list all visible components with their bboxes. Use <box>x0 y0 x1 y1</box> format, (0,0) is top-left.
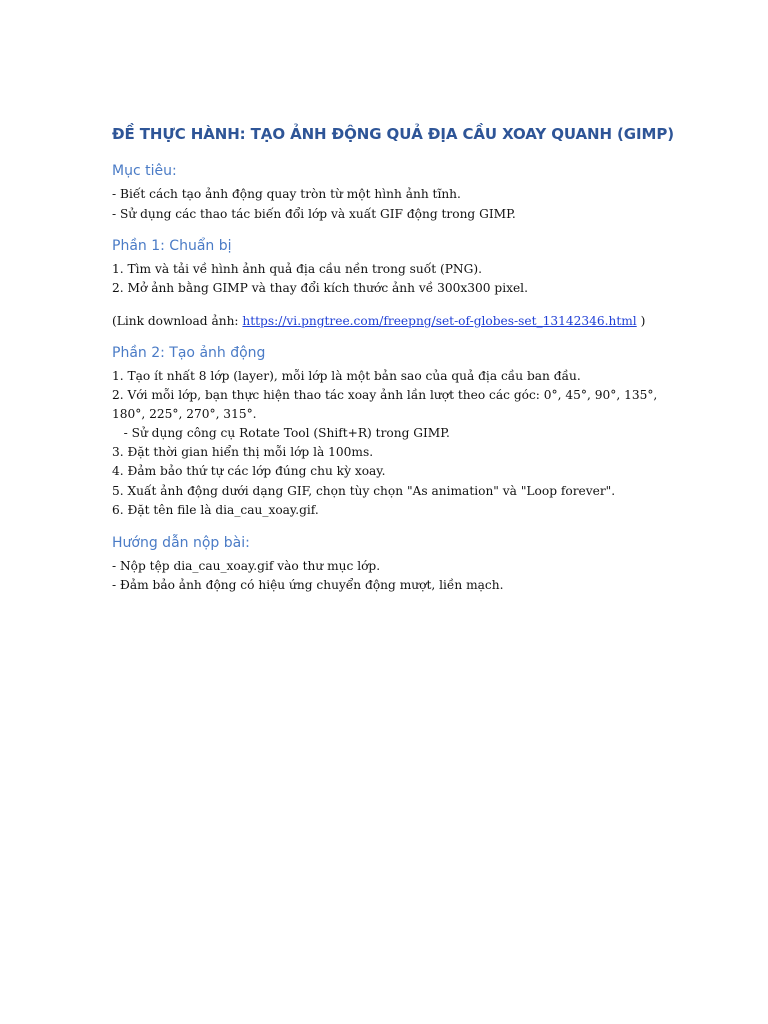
link-suffix: ) <box>636 314 646 328</box>
part2-line-7: 5. Xuất ảnh động dưới dạng GIF, chọn tùy chọn "As animation" và "Loop forever". <box>112 484 616 498</box>
submit-line-1: - Nộp tệp dia_cau_xoay.gif vào thư mục lớp. <box>112 559 381 573</box>
part2-line-8: 6. Đặt tên file là dia_cau_xoay.gif. <box>112 503 319 517</box>
document-title: ĐỀ THỰC HÀNH: TẠO ẢNH ĐỘNG QUẢ ĐỊA CẦU XOAY QUANH (GIMP) <box>112 125 674 143</box>
submit-line-2: - Đảm bảo ảnh động có hiệu ứng chuyển động mượt, liền mạch. <box>112 578 504 592</box>
part2-heading: Phần 2: Tạo ảnh động <box>112 345 266 361</box>
part1-line-2: 2. Mở ảnh bằng GIMP và thay đổi kích thước ảnh về 300x300 pixel. <box>112 281 528 295</box>
goal-line-1: - Biết cách tạo ảnh động quay tròn từ một hình ảnh tĩnh. <box>112 187 461 201</box>
part2-line-3: 180°, 225°, 270°, 315°. <box>112 407 257 421</box>
part1-line-1: 1. Tìm và tải về hình ảnh quả địa cầu nền trong suốt (PNG). <box>112 262 482 276</box>
part2-line-1: 1. Tạo ít nhất 8 lớp (layer), mỗi lớp là một bản sao của quả địa cầu ban đầu. <box>112 369 581 383</box>
part2-line-2: 2. Với mỗi lớp, bạn thực hiện thao tác xoay ảnh lần lượt theo các góc: 0°, 45°, 90°, 135°, <box>112 388 658 402</box>
part2-line-6: 4. Đảm bảo thứ tự các lớp đúng chu kỳ xoay. <box>112 464 386 478</box>
part1-heading: Phần 1: Chuẩn bị <box>112 238 232 254</box>
submit-heading: Hướng dẫn nộp bài: <box>112 535 250 551</box>
part2-line-5: 3. Đặt thời gian hiển thị mỗi lớp là 100ms. <box>112 445 374 459</box>
download-link[interactable]: https://vi.pngtree.com/freepng/set-of-globes-set_13142346.html <box>242 314 637 328</box>
goal-line-2: - Sử dụng các thao tác biến đổi lớp và xuất GIF động trong GIMP. <box>112 207 516 221</box>
part2-line-4: - Sử dụng công cụ Rotate Tool (Shift+R) trong GIMP. <box>112 426 450 440</box>
goal-heading: Mục tiêu: <box>112 163 177 179</box>
link-prefix: (Link download ảnh: <box>112 314 243 328</box>
download-link-line <box>112 313 645 329</box>
